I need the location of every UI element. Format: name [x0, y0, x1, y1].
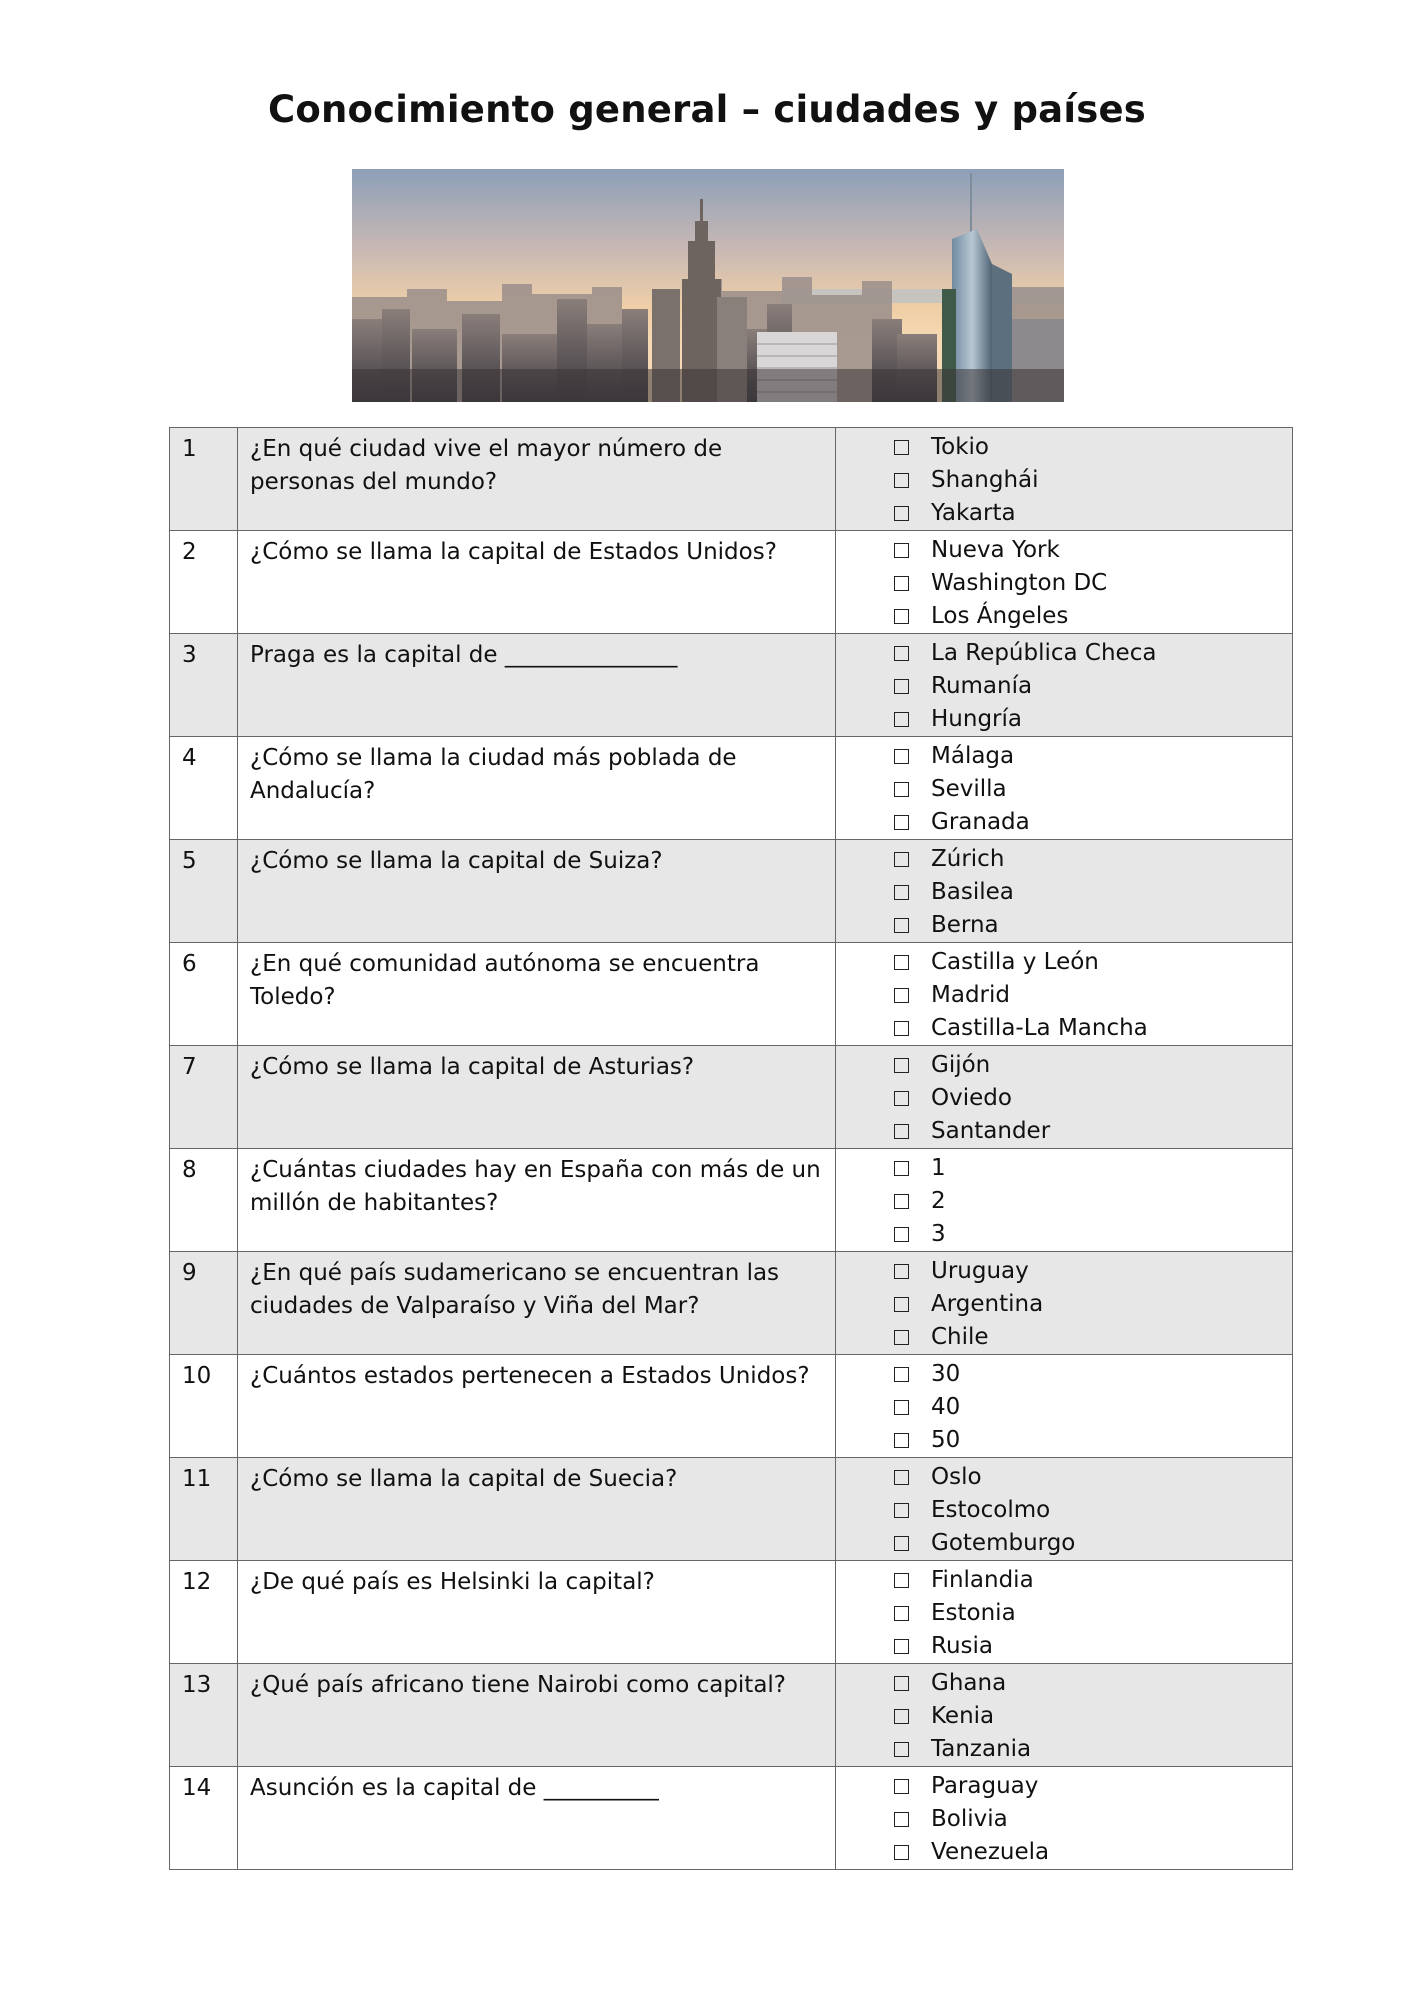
checkbox[interactable]: [894, 885, 909, 900]
checkbox[interactable]: [894, 1227, 909, 1242]
answer-option-label: 50: [931, 1427, 961, 1453]
question-text-cell: [238, 1355, 836, 1458]
answer-option-label: Santander: [931, 1118, 1051, 1144]
answer-option: [894, 497, 1292, 530]
answer-options: [836, 634, 1292, 736]
answer-option: [894, 637, 1292, 670]
question-text: ¿Qué país africano tiene Nairobi como capital?: [250, 1672, 787, 1698]
answer-option: [894, 431, 1292, 464]
answer-option: [894, 1564, 1292, 1597]
question-text: Praga es la capital de _______________: [250, 642, 678, 668]
answer-option-label: 30: [931, 1361, 961, 1387]
checkbox[interactable]: [894, 852, 909, 867]
answer-option-label: Gijón: [931, 1052, 991, 1078]
answer-option: [894, 1527, 1292, 1560]
question-text-cell: [238, 1252, 836, 1355]
checkbox[interactable]: [894, 782, 909, 797]
checkbox[interactable]: [894, 1639, 909, 1654]
question-number-cell: [170, 1561, 238, 1664]
answer-option: [894, 1152, 1292, 1185]
checkbox[interactable]: [894, 1021, 909, 1036]
answer-option-label: 3: [931, 1221, 946, 1247]
answer-option: [894, 1321, 1292, 1354]
checkbox[interactable]: [894, 440, 909, 455]
answer-option-label: Finlandia: [931, 1567, 1034, 1593]
answer-option: [894, 773, 1292, 806]
answer-option-label: Gotemburgo: [931, 1530, 1076, 1556]
answer-option-label: Oviedo: [931, 1085, 1012, 1111]
checkbox[interactable]: [894, 749, 909, 764]
answer-option-label: Granada: [931, 809, 1030, 835]
checkbox[interactable]: [894, 646, 909, 661]
answer-options: [836, 943, 1292, 1045]
checkbox[interactable]: [894, 918, 909, 933]
question-text-cell: [238, 1561, 836, 1664]
answer-options-cell: [836, 531, 1293, 634]
answer-options-cell: [836, 943, 1293, 1046]
checkbox[interactable]: [894, 543, 909, 558]
answer-option-label: Berna: [931, 912, 999, 938]
question-number: 5: [182, 848, 197, 874]
question-number-cell: [170, 943, 238, 1046]
answer-option: [894, 1115, 1292, 1148]
answer-options-cell: [836, 840, 1293, 943]
answer-options-cell: [836, 1355, 1293, 1458]
answer-option: [894, 876, 1292, 909]
question-text-cell: [238, 840, 836, 943]
question-number-cell: [170, 1149, 238, 1252]
checkbox[interactable]: [894, 712, 909, 727]
checkbox[interactable]: [894, 1091, 909, 1106]
answer-options-cell: [836, 1767, 1293, 1870]
checkbox[interactable]: [894, 679, 909, 694]
question-number-cell: [170, 1252, 238, 1355]
answer-option: [894, 464, 1292, 497]
question-text: Asunción es la capital de __________: [250, 1775, 659, 1801]
answer-option: [894, 1630, 1292, 1663]
answer-option-label: Kenia: [931, 1703, 995, 1729]
answer-option-label: Washington DC: [931, 570, 1108, 596]
question-text-cell: [238, 943, 836, 1046]
question-row: [170, 634, 1293, 737]
answer-options-cell: [836, 1149, 1293, 1252]
checkbox[interactable]: [894, 1742, 909, 1757]
answer-option-label: Chile: [931, 1324, 989, 1350]
answer-options: [836, 428, 1292, 530]
question-number-cell: [170, 840, 238, 943]
answer-options-cell: [836, 1561, 1293, 1664]
checkbox[interactable]: [894, 1709, 909, 1724]
answer-option: [894, 1494, 1292, 1527]
checkbox[interactable]: [894, 506, 909, 521]
question-row: [170, 1252, 1293, 1355]
question-number: 10: [182, 1363, 212, 1389]
answer-options-cell: [836, 1046, 1293, 1149]
question-number-cell: [170, 1458, 238, 1561]
answer-option: [894, 1597, 1292, 1630]
checkbox[interactable]: [894, 955, 909, 970]
question-text-cell: [238, 428, 836, 531]
checkbox[interactable]: [894, 1161, 909, 1176]
question-number: 11: [182, 1466, 212, 1492]
question-number: 1: [182, 436, 197, 462]
answer-option: [894, 600, 1292, 633]
answer-option-label: Argentina: [931, 1291, 1044, 1317]
question-text: ¿Cómo se llama la capital de Suecia?: [250, 1466, 678, 1492]
answer-option-label: Ghana: [931, 1670, 1007, 1696]
answer-options-cell: [836, 1252, 1293, 1355]
answer-option: [894, 670, 1292, 703]
answer-option-label: Paraguay: [931, 1773, 1039, 1799]
checkbox[interactable]: [894, 1503, 909, 1518]
answer-option-label: Estocolmo: [931, 1497, 1051, 1523]
question-text-cell: [238, 737, 836, 840]
answer-option: [894, 1255, 1292, 1288]
question-number: 13: [182, 1672, 212, 1698]
answer-options: [836, 1355, 1292, 1457]
answer-options: [836, 531, 1292, 633]
answer-options: [836, 840, 1292, 942]
answer-options: [836, 1252, 1292, 1354]
question-row: [170, 1664, 1293, 1767]
answer-option-label: Venezuela: [931, 1839, 1050, 1865]
question-text-cell: [238, 531, 836, 634]
answer-option-label: Basilea: [931, 879, 1014, 905]
answer-option-label: Yakarta: [931, 500, 1016, 526]
question-number: 7: [182, 1054, 197, 1080]
answer-option-label: Oslo: [931, 1464, 982, 1490]
answer-option: [894, 1391, 1292, 1424]
answer-option: [894, 1049, 1292, 1082]
question-text: ¿Cómo se llama la capital de Asturias?: [250, 1054, 695, 1080]
answer-option: [894, 1700, 1292, 1733]
question-number-cell: [170, 1046, 238, 1149]
checkbox[interactable]: [894, 1779, 909, 1794]
question-row: [170, 1458, 1293, 1561]
answer-option: [894, 1667, 1292, 1700]
question-text: ¿Cuántas ciudades hay en España con más de un millón de habitantes?: [250, 1157, 821, 1216]
answer-option-label: Los Ángeles: [931, 603, 1069, 629]
answer-options-cell: [836, 634, 1293, 737]
checkbox[interactable]: [894, 1812, 909, 1827]
answer-option: [894, 1733, 1292, 1766]
question-number-cell: [170, 1355, 238, 1458]
checkbox[interactable]: [894, 1676, 909, 1691]
checkbox[interactable]: [894, 1058, 909, 1073]
answer-options: [836, 737, 1292, 839]
answer-option-label: Rusia: [931, 1633, 993, 1659]
answer-options-cell: [836, 1664, 1293, 1767]
answer-option: [894, 946, 1292, 979]
checkbox[interactable]: [894, 473, 909, 488]
question-text-cell: [238, 1149, 836, 1252]
checkbox[interactable]: [894, 1400, 909, 1415]
answer-option: [894, 1424, 1292, 1457]
quiz-table: [169, 427, 1293, 1870]
checkbox[interactable]: [894, 1297, 909, 1312]
checkbox[interactable]: [894, 988, 909, 1003]
answer-option: [894, 843, 1292, 876]
checkbox[interactable]: [894, 1606, 909, 1621]
question-number: 2: [182, 539, 197, 565]
answer-option-label: 40: [931, 1394, 961, 1420]
answer-options-cell: [836, 737, 1293, 840]
answer-options-cell: [836, 428, 1293, 531]
question-row: [170, 1046, 1293, 1149]
answer-option: [894, 909, 1292, 942]
answer-options: [836, 1046, 1292, 1148]
answer-option: [894, 703, 1292, 736]
answer-option-label: Málaga: [931, 743, 1015, 769]
skyline-illustration: [352, 169, 1064, 402]
answer-option-label: Tanzania: [931, 1736, 1032, 1762]
question-row: [170, 1149, 1293, 1252]
answer-option: [894, 1461, 1292, 1494]
question-text: ¿De qué país es Helsinki la capital?: [250, 1569, 655, 1595]
checkbox[interactable]: [894, 1573, 909, 1588]
answer-option: [894, 534, 1292, 567]
answer-option: [894, 979, 1292, 1012]
answer-option: [894, 1803, 1292, 1836]
question-text: ¿En qué ciudad vive el mayor número de personas del mundo?: [250, 436, 723, 495]
question-text: ¿Cuántos estados pertenecen a Estados Unidos?: [250, 1363, 810, 1389]
checkbox[interactable]: [894, 1845, 909, 1860]
checkbox[interactable]: [894, 1194, 909, 1209]
answer-options-cell: [836, 1458, 1293, 1561]
answer-option: [894, 740, 1292, 773]
answer-option-label: Shanghái: [931, 467, 1039, 493]
checkbox[interactable]: [894, 1330, 909, 1345]
question-number: 4: [182, 745, 197, 771]
question-number-cell: [170, 428, 238, 531]
question-text: ¿Cómo se llama la capital de Suiza?: [250, 848, 663, 874]
answer-option: [894, 1185, 1292, 1218]
question-row: [170, 737, 1293, 840]
checkbox[interactable]: [894, 576, 909, 591]
answer-option: [894, 1770, 1292, 1803]
answer-option-label: Sevilla: [931, 776, 1007, 802]
question-row: [170, 1355, 1293, 1458]
question-number-cell: [170, 1767, 238, 1870]
question-number: 9: [182, 1260, 197, 1286]
checkbox[interactable]: [894, 1367, 909, 1382]
question-text-cell: [238, 1046, 836, 1149]
question-number: 3: [182, 642, 197, 668]
page-title: Conocimiento general – ciudades y países: [268, 88, 1146, 131]
answer-option: [894, 1358, 1292, 1391]
question-number-cell: [170, 737, 238, 840]
question-number-cell: [170, 634, 238, 737]
answer-option: [894, 567, 1292, 600]
answer-options: [836, 1561, 1292, 1663]
checkbox[interactable]: [894, 1470, 909, 1485]
question-row: [170, 1561, 1293, 1664]
question-text-cell: [238, 1458, 836, 1561]
question-text: ¿En qué comunidad autónoma se encuentra Toledo?: [250, 951, 760, 1010]
question-text-cell: [238, 1767, 836, 1870]
question-number: 6: [182, 951, 197, 977]
question-text: ¿Cómo se llama la ciudad más poblada de Andalucía?: [250, 745, 737, 804]
question-number-cell: [170, 531, 238, 634]
checkbox[interactable]: [894, 815, 909, 830]
checkbox[interactable]: [894, 1433, 909, 1448]
question-number: 14: [182, 1775, 212, 1801]
answer-option: [894, 1218, 1292, 1251]
checkbox[interactable]: [894, 609, 909, 624]
answer-options: [836, 1458, 1292, 1560]
answer-option-label: La República Checa: [931, 640, 1157, 666]
answer-option: [894, 1082, 1292, 1115]
question-row: [170, 531, 1293, 634]
answer-option: [894, 1836, 1292, 1869]
answer-option-label: Estonia: [931, 1600, 1016, 1626]
question-number: 8: [182, 1157, 197, 1183]
question-row: [170, 428, 1293, 531]
answer-options: [836, 1149, 1292, 1251]
answer-option-label: Castilla y León: [931, 949, 1099, 975]
checkbox[interactable]: [894, 1536, 909, 1551]
question-number: 12: [182, 1569, 212, 1595]
question-number-cell: [170, 1664, 238, 1767]
answer-option-label: Castilla-La Mancha: [931, 1015, 1148, 1041]
city-skyline-photo: [352, 169, 1064, 402]
question-text-cell: [238, 1664, 836, 1767]
checkbox[interactable]: [894, 1264, 909, 1279]
answer-option-label: Zúrich: [931, 846, 1005, 872]
answer-option-label: Bolivia: [931, 1806, 1008, 1832]
answer-option: [894, 1288, 1292, 1321]
answer-option-label: 1: [931, 1155, 946, 1181]
question-text: ¿Cómo se llama la capital de Estados Unidos?: [250, 539, 777, 565]
answer-option-label: Madrid: [931, 982, 1010, 1008]
answer-option-label: Nueva York: [931, 537, 1060, 563]
answer-option-label: 2: [931, 1188, 946, 1214]
answer-option: [894, 1012, 1292, 1045]
answer-options: [836, 1767, 1292, 1869]
checkbox[interactable]: [894, 1124, 909, 1139]
answer-options: [836, 1664, 1292, 1766]
question-text-cell: [238, 634, 836, 737]
answer-option-label: Tokio: [931, 434, 989, 460]
question-row: [170, 1767, 1293, 1870]
answer-option-label: Uruguay: [931, 1258, 1029, 1284]
question-text: ¿En qué país sudamericano se encuentran las ciudades de Valparaíso y Viña del Mar?: [250, 1260, 780, 1319]
answer-option: [894, 806, 1292, 839]
answer-option-label: Hungría: [931, 706, 1022, 732]
question-row: [170, 943, 1293, 1046]
question-row: [170, 840, 1293, 943]
answer-option-label: Rumanía: [931, 673, 1033, 699]
